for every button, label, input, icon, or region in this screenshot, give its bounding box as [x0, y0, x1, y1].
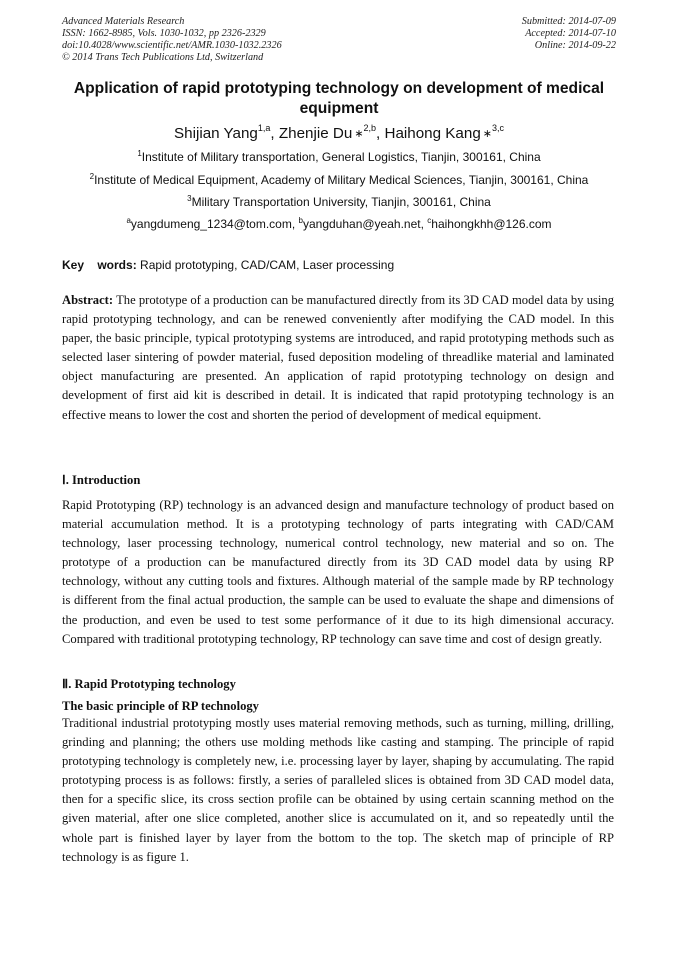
- email-superscript: a: [126, 216, 131, 225]
- affiliation: [20, 150, 658, 165]
- basic-principle-paragraph: Traditional industrial prototyping mostly uses material removing methods, such as turning, milling, drilling, grinding and planning; the others use molding methods like casting and stamping. The principle of rapid prototyping technology is completely new, i.e. processing layer by layer, shaping by accumulating. The rapid prototyping process is as follows: firstly, a series of paralleled slices is obtained from 3D CAD model data, then for a specific slice, its cross section profile can be obtained by using certain scanning method on the given material, after one slice completed, another slice is accumulated on it, and so repeatedly until the whole part is finished layer by layer from the bottom to the top. The sketch map of principle of RP technology is as figure 1.: [62, 716, 614, 864]
- keywords-label: Key words:: [62, 258, 137, 272]
- email-superscript: c: [427, 216, 432, 225]
- email-link[interactable]: yangduhan@yeah.net: [302, 217, 421, 231]
- accepted-date: Accepted: 2014-07-10: [525, 28, 616, 39]
- author-superscript: 1,a: [257, 123, 271, 133]
- author-list: Shijian Yang$^{1,a}$, Zhenjie Du ∗$^{2,b}$, Haihong Kang ∗$^{3,c}$: [174, 123, 504, 142]
- submitted-date: Submitted: 2014-07-09: [521, 16, 616, 27]
- affiliation-text: Military Transportation University, Tianjin, 300161, China: [191, 195, 491, 209]
- keywords-text: Rapid prototyping, CAD/CAM, Laser processing: [140, 258, 395, 272]
- journal-name: Advanced Materials Research: [62, 16, 185, 27]
- author-name: Haihong Kang: [384, 125, 481, 142]
- affiliation-superscript: 1: [137, 149, 142, 158]
- journal-header-right: [522, 16, 616, 52]
- affiliation-text: Institute of Military transportation, General Logistics, Tianjin, 300161, China: [141, 150, 541, 164]
- corresponding-star: ∗: [482, 128, 492, 140]
- journal-header-left: [62, 16, 282, 64]
- abstract-text: The prototype of a production can be manufactured directly from its 3D CAD model data by using rapid prototyping technology, and can be renewed conveniently after modifying the CAD model. In this paper, the basic principle, typical prototyping systems are introduced, and rapid prototyping methods such as selected laser sintering of powder material, fused deposition modeling of threadlike material and laminated object manufacturing are presented. An application of rapid prototyping technology on design and development of first aid kit is described in detail. It is indicated that rapid prototyping technology is an effective means to lower the cost and shorten the period of development of medical equipment.: [62, 293, 615, 422]
- affiliation: [20, 173, 658, 188]
- paper-title: Application of rapid prototyping technology on development of medical equipment: [73, 80, 605, 117]
- section-heading-introduction: Ⅰ. Introduction: [62, 473, 141, 487]
- section-heading-rapid-prototyping: Ⅱ. Rapid Prototyping technology: [62, 677, 236, 691]
- abstract: [62, 291, 614, 425]
- keywords: [62, 258, 394, 273]
- author-emails: $^a$yangdumeng_1234@tom.com, $^b$yangduhan@yeah.net, $^c$haihongkhh@126.com: [126, 216, 552, 231]
- online-date: Online: 2014-09-22: [534, 40, 616, 51]
- journal-copyright: © 2014 Trans Tech Publications Ltd, Switzerland: [62, 52, 264, 63]
- email-superscript: b: [298, 216, 303, 225]
- affiliation-superscript: 2: [89, 172, 95, 181]
- introduction-paragraph: Rapid Prototyping (RP) technology is an advanced design and manufacture technology of product based on material accumulation method. It is a prototyping technology of parts integrating with CAD/CAM technology, laser processing technology, numerical control technology, new material and so on. The prototype of a production can be manufactured directly from its 3D CAD model data by using RP technology, without any cutting tools and fixtures. Although material of the sample made by RP technology is different from the final actual production, the sample can be used to evaluate the shape and dimensions of the production, and even be used to test some performance of it due to its high dimensional accuracy. Compared with traditional prototyping technology, RP technology can save time and cost of design greatly.: [62, 498, 614, 646]
- corresponding-star: ∗: [354, 128, 364, 140]
- affiliation-superscript: 3: [187, 194, 192, 203]
- author-name: Zhenjie Du: [278, 125, 353, 142]
- author-name: Shijian Yang: [174, 125, 258, 142]
- affiliation: [20, 195, 658, 210]
- author-superscript: 2,b: [363, 123, 377, 133]
- author-superscript: 3,c: [491, 123, 504, 133]
- journal-issn: ISSN: 1662-8985, Vols. 1030-1032, pp 2326-2329: [62, 28, 266, 39]
- journal-doi: doi:10.4028/www.scientific.net/AMR.1030-1032.2326: [62, 40, 282, 51]
- email-link[interactable]: yangdumeng_1234@tom.com: [130, 217, 292, 231]
- abstract-label: Abstract:: [62, 293, 114, 307]
- subsection-heading-basic-principle: The basic principle of RP technology: [62, 699, 259, 713]
- affiliation-text: Institute of Medical Equipment, Academy of Military Medical Sciences, Tianjin, 300161, China: [94, 173, 589, 187]
- email-link[interactable]: haihongkhh@126.com: [431, 217, 552, 231]
